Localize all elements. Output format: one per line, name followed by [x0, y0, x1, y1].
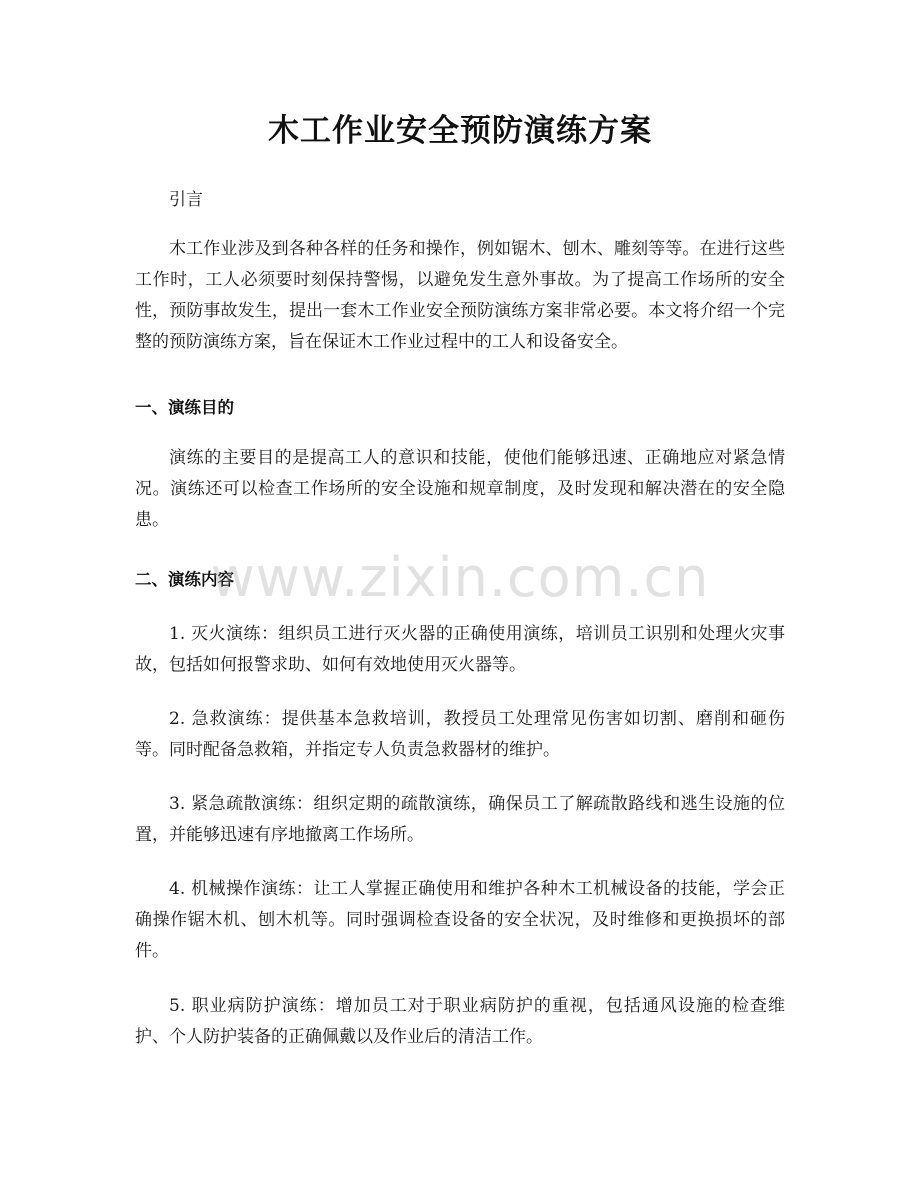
intro-label: 引言 — [169, 190, 203, 210]
list-item: 2. 急救演练：提供基本急救培训，教授员工处理常见伤害如切割、磨削和砸伤等。同时配备急救箱，并指定专人负责急救器材的维护。 — [135, 709, 785, 760]
section-paragraph-purpose: 演练的主要目的是提高工人的意识和技能，使他们能够迅速、正确地应对紧急情况。演练还可以检查工作场所的安全设施和规章制度，及时发现和解决潜在的安全隐患。 — [135, 448, 785, 530]
list-item: 3. 紧急疏散演练：组织定期的疏散演练，确保员工了解疏散路线和逃生设施的位置，并能够迅速有序地撤离工作场所。 — [135, 794, 785, 845]
list-item: 1. 灭火演练：组织员工进行灭火器的正确使用演练，培训员工识别和处理火灾事故，包括如何报警求助、如何有效地使用灭火器等。 — [135, 624, 785, 675]
section-heading-content: 二、演练内容 — [135, 570, 234, 589]
watermark: www.zixin.com.cn — [210, 546, 710, 609]
document-title: 木工作业安全预防演练方案 — [268, 113, 652, 149]
list-item: 4. 机械操作演练：让工人掌握正确使用和维护各种木工机械设备的技能，学会正确操作锯木机、刨木机等。同时强调检查设备的安全状况，及时维修和更换损坏的部件。 — [135, 879, 785, 961]
intro-paragraph: 木工作业涉及到各种各样的任务和操作，例如锯木、刨木、雕刻等等。在进行这些工作时，工人必须要时刻保持警惕，以避免发生意外事故。为了提高工作场所的安全性，预防事故发生，提出一套木工作业安全预防演练方案非常必要。本文将介绍一个完整的预防演练方案，旨在保证木工作业过程中的工人和设备安全。 — [135, 239, 785, 352]
list-item: 5. 职业病防护演练：增加员工对于职业病防护的重视，包括通风设施的检查维护、个人防护装备的正确佩戴以及作业后的清洁工作。 — [135, 996, 785, 1047]
section-heading-purpose: 一、演练目的 — [135, 398, 234, 417]
